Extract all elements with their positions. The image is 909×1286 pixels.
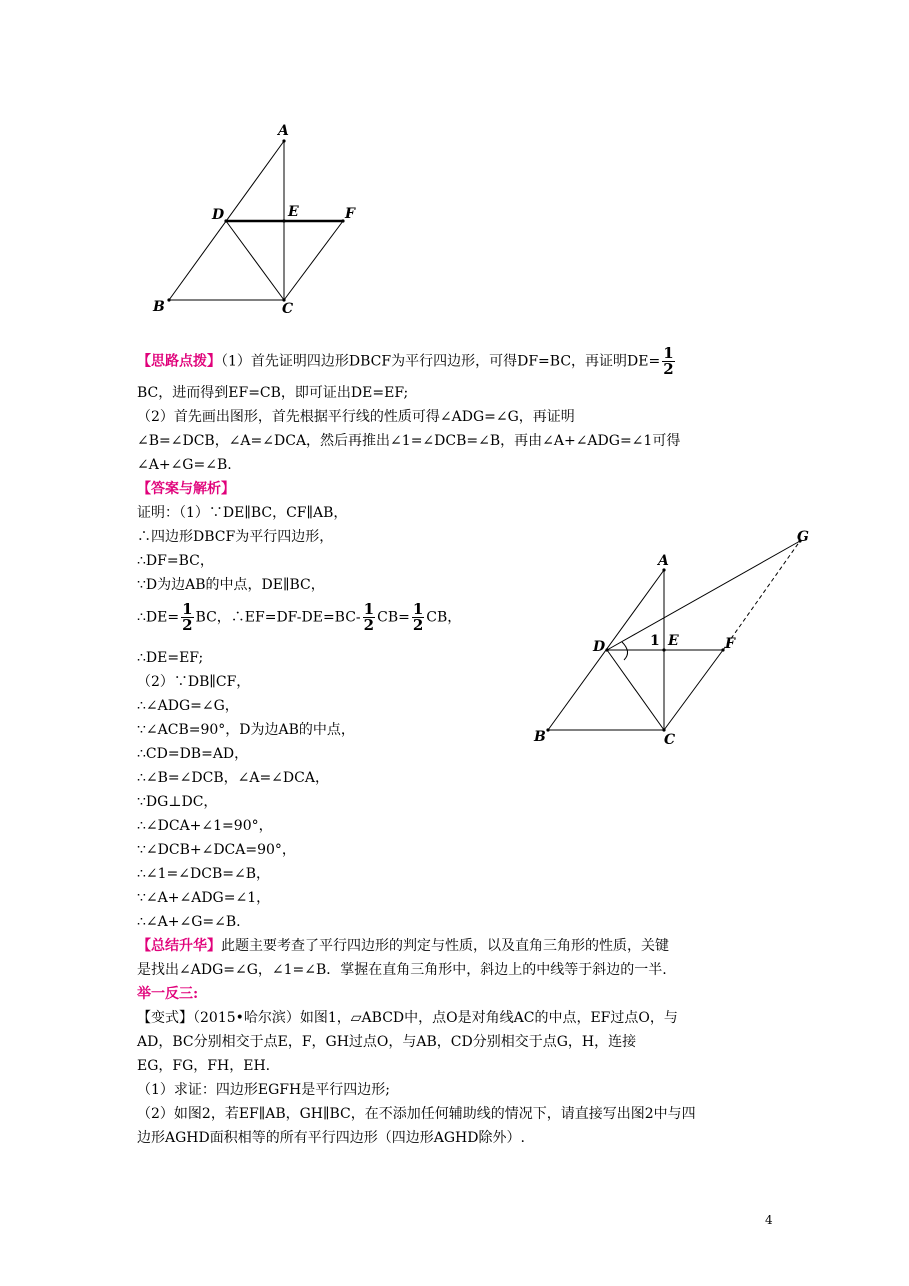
- fig1-label-b: B: [153, 299, 165, 315]
- answer-line: ∵∠A+∠ADG=∠1，: [137, 890, 271, 906]
- fig2-label-f: F: [725, 636, 735, 652]
- answer-line: ∴CD=DB=AD，: [137, 746, 249, 762]
- answer-line: ∴∠B=∠DCB，∠A=∠DCA，: [137, 770, 329, 786]
- fig2-label-b: B: [534, 729, 546, 745]
- answer-line: ∵∠ACB=90°，D为边AB的中点，: [137, 722, 355, 738]
- practice-tag: 举一反三:: [137, 986, 199, 1002]
- page-number: 4: [765, 1213, 773, 1227]
- summary-tag: 【总结升华】: [137, 938, 221, 954]
- fig1-label-e: E: [288, 204, 299, 220]
- fig2-label-angle-1: 1: [650, 633, 660, 649]
- fig2-label-e: E: [668, 633, 679, 649]
- answer-tag: 【答案与解析】: [137, 481, 235, 497]
- fig2-label-g: G: [797, 529, 809, 545]
- answer-line: 证明：（1）∵DE∥BC，CF∥AB，: [137, 505, 348, 521]
- hint-line-3: （2）首先画出图形，首先根据平行线的性质可得∠ADG=∠G，再证明: [137, 409, 575, 425]
- answer-line: ∵∠DCB+∠DCA=90°，: [137, 842, 296, 858]
- hint-fraction: $\frac{1}{2}$: [663, 344, 674, 378]
- fig2-label-a: A: [658, 553, 669, 569]
- answer-line: ∴∠ADG=∠G，: [137, 698, 239, 714]
- answer-fraction-line: ∴DE= $\frac{1}{2}$ BC，∴EF=DF-DE=BC- $\frac{1}{2}$ CB= $\frac{1}{2}$ CB，: [137, 600, 462, 634]
- summary-line-2: 是找出∠ADG=∠G，∠1=∠B．掌握在直角三角形中，斜边上的中线等于斜边的一半.: [137, 962, 667, 978]
- practice-line: （2）如图2，若EF∥AB，GH∥BC，在不添加任何辅助线的情况下，请直接写出图2中与四: [137, 1106, 696, 1122]
- fig2-label-c: C: [664, 732, 676, 748]
- answer-line: ∴四边形DBCF为平行四边形，: [137, 529, 334, 545]
- practice-line: （1）求证：四边形EGFH是平行四边形;: [137, 1082, 390, 1098]
- hint-line-5: ∠A+∠G=∠B.: [137, 457, 232, 473]
- answer-line: ∵D为边AB的中点，DE∥BC，: [137, 577, 325, 593]
- answer-line: ∴DF=BC，: [137, 553, 214, 569]
- hint-tag: 【思路点拨】: [137, 353, 221, 370]
- hint-line-4: ∠B=∠DCB，∠A=∠DCA，然后再推出∠1=∠DCB=∠B，再由∠A+∠ADG=∠1可得: [137, 433, 681, 449]
- practice-line: 边形AGHD面积相等的所有平行四边形（四边形AGHD除外）.: [137, 1130, 525, 1146]
- fig2-label-d: D: [593, 639, 606, 655]
- fig1-label-f: F: [345, 206, 355, 222]
- answer-line: ∵DG⊥DC，: [137, 794, 218, 810]
- answer-line: ∴DE=EF;: [137, 650, 204, 666]
- fig1-label-c: C: [282, 301, 294, 317]
- answer-line: ∴∠A+∠G=∠B.: [137, 914, 241, 930]
- answer-line: ∴∠1=∠DCB=∠B，: [137, 866, 270, 882]
- answer-line: （2）∵DB∥CF，: [137, 674, 251, 690]
- hint-text-1: （1）首先证明四边形DBCF为平行四边形，可得DF=BC，再证明DE=: [221, 353, 661, 370]
- hint-line-2: BC，进而得到EF=CB，即可证出DE=EF;: [137, 385, 409, 401]
- practice-line: EG，FG，FH，EH.: [137, 1058, 271, 1074]
- fig1-label-a: A: [278, 123, 289, 139]
- fig1-label-d: D: [212, 207, 225, 223]
- summary-line-1: 【总结升华】此题主要考查了平行四边形的判定与性质，以及直角三角形的性质，关键: [137, 938, 669, 954]
- practice-line: 【变式】（2015•哈尔滨）如图1，▱ABCD中，点O是对角线AC的中点，EF过点O，与: [137, 1010, 678, 1026]
- hint-line-1: [137, 346, 677, 377]
- practice-line: AD，BC分别相交于点E，F，GH过点O，与AB，CD分别相交于点G，H，连接: [137, 1034, 637, 1050]
- answer-line: ∴∠DCA+∠1=90°，: [137, 818, 273, 834]
